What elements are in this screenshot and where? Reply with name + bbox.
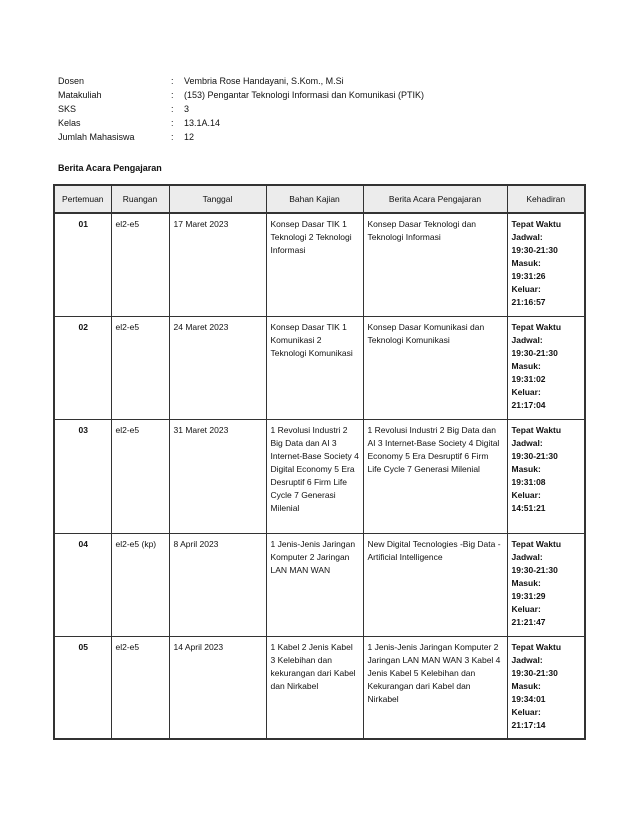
berita-acara-cell: 1 Revolusi Industri 2 Big Data dan AI 3 Internet-Base Society 4 Digital Economy 5 Era Desruptif 6 Firm Life Cycle 7 Generasi Milenial — [363, 419, 507, 533]
header-berita-acara: Berita Acara Pengajaran — [363, 185, 507, 213]
kehadiran-keluar-label: Keluar: — [511, 706, 541, 717]
berita-acara-cell: Konsep Dasar Teknologi dan Teknologi Informasi — [363, 213, 507, 316]
pertemuan-cell: 05 — [54, 636, 111, 739]
info-colon: : — [171, 76, 174, 86]
kehadiran-keluar: 21:17:14 — [511, 719, 546, 730]
kehadiran-jadwal-label: Jadwal: — [511, 334, 543, 345]
tanggal-cell: 14 April 2023 — [169, 636, 266, 739]
info-row-kelas — [58, 116, 424, 130]
info-colon: : — [171, 132, 174, 142]
kehadiran-jadwal-label: Jadwal: — [511, 654, 543, 665]
berita-acara-cell: New Digital Tecnologies -Big Data -Artificial Intelligence — [363, 533, 507, 636]
info-colon: : — [171, 90, 174, 100]
kehadiran-masuk-label: Masuk: — [511, 258, 541, 268]
bahan-kajian-cell: 1 Jenis-Jenis Jaringan Komputer 2 Jaringan LAN MAN WAN — [266, 533, 363, 636]
kehadiran-keluar: 21:17:04 — [511, 399, 546, 410]
info-colon: : — [171, 104, 174, 114]
table-row — [54, 316, 585, 419]
kehadiran-jadwal-label: Jadwal: — [511, 232, 543, 242]
bahan-kajian-cell: Konsep Dasar TIK 1 Teknologi 2 Teknologi Informasi — [266, 213, 363, 316]
kehadiran-status: Tepat Waktu — [511, 641, 562, 652]
berita-acara-table — [53, 184, 586, 740]
header-pertemuan: Pertemuan — [54, 185, 111, 213]
info-label: SKS — [58, 104, 77, 114]
table-row — [54, 636, 585, 739]
kehadiran-masuk-label: Masuk: — [511, 360, 541, 371]
info-row-dosen — [58, 74, 424, 88]
kehadiran-cell — [507, 316, 585, 419]
info-value: 13.1A.14 — [184, 118, 221, 128]
kehadiran-status: Tepat Waktu — [511, 424, 562, 435]
kehadiran-cell — [507, 533, 585, 636]
berita-acara-cell: Konsep Dasar Komunikasi dan Teknologi Komunikasi — [363, 316, 507, 419]
header-tanggal: Tanggal — [169, 185, 266, 213]
info-value: 3 — [184, 104, 190, 114]
table-header-row — [54, 185, 585, 213]
ruangan-cell: el2-e5 — [111, 419, 169, 533]
tanggal-cell: 24 Maret 2023 — [169, 316, 266, 419]
pertemuan-cell: 03 — [54, 419, 111, 533]
kehadiran-keluar-label: Keluar: — [511, 489, 541, 500]
kehadiran-keluar-label: Keluar: — [511, 603, 541, 614]
table-row — [54, 213, 585, 316]
kehadiran-keluar-label: Keluar: — [511, 284, 541, 294]
kehadiran-masuk: 19:31:26 — [511, 271, 546, 281]
pertemuan-cell: 02 — [54, 316, 111, 419]
info-label: Dosen — [58, 76, 85, 86]
info-label: Kelas — [58, 118, 81, 128]
info-label: Matakuliah — [58, 90, 102, 100]
kehadiran-jadwal: 19:30-21:30 — [511, 347, 558, 358]
info-value: 12 — [184, 132, 195, 142]
ruangan-cell: el2-e5 — [111, 316, 169, 419]
bahan-kajian-cell: Konsep Dasar TIK 1 Komunikasi 2 Teknologi Komunikasi — [266, 316, 363, 419]
header-kehadiran: Kehadiran — [507, 185, 585, 213]
kehadiran-cell — [507, 419, 585, 533]
kehadiran-keluar-label: Keluar: — [511, 386, 541, 397]
info-row-jumlah-mahasiswa — [58, 130, 424, 144]
pertemuan-cell: 04 — [54, 533, 111, 636]
kehadiran-jadwal: 19:30-21:30 — [511, 667, 558, 678]
bahan-kajian-cell: 1 Revolusi Industri 2 Big Data dan AI 3 Internet-Base Society 4 Digital Economy 5 Era Desruptif 6 Firm Life Cycle 7 Generasi Milenial — [266, 419, 363, 533]
kehadiran-keluar: 21:16:57 — [511, 297, 546, 307]
info-row-sks — [58, 102, 424, 116]
ruangan-cell: el2-e5 — [111, 636, 169, 739]
kehadiran-masuk-label: Masuk: — [511, 463, 541, 474]
kehadiran-masuk-label: Masuk: — [511, 577, 541, 588]
kehadiran-keluar: 14:51:21 — [511, 502, 546, 513]
info-value: (153) Pengantar Teknologi Informasi dan Komunikasi (PTIK) — [184, 90, 424, 100]
pertemuan-cell: 01 — [54, 213, 111, 316]
info-colon: : — [171, 118, 174, 128]
ruangan-cell: el2-e5 (kp) — [111, 533, 169, 636]
kehadiran-masuk: 19:31:02 — [511, 373, 546, 384]
kehadiran-status: Tepat Waktu — [511, 538, 562, 549]
kehadiran-cell — [507, 213, 585, 316]
kehadiran-masuk: 19:31:29 — [511, 590, 546, 601]
ruangan-cell: el2-e5 — [111, 213, 169, 316]
kehadiran-status: Tepat Waktu — [511, 321, 562, 332]
course-info — [58, 74, 424, 144]
kehadiran-masuk-label: Masuk: — [511, 680, 541, 691]
kehadiran-jadwal-label: Jadwal: — [511, 551, 543, 562]
kehadiran-masuk: 19:34:01 — [511, 693, 546, 704]
info-label: Jumlah Mahasiswa — [58, 132, 135, 142]
kehadiran-jadwal: 19:30-21:30 — [511, 564, 558, 575]
table-row — [54, 419, 585, 533]
tanggal-cell: 17 Maret 2023 — [169, 213, 266, 316]
kehadiran-cell — [507, 636, 585, 739]
berita-acara-cell: 1 Jenis-Jenis Jaringan Komputer 2 Jaringan LAN MAN WAN 3 Kabel 4 Jenis Kabel 5 Kelebihan dan Kekurangan dari Kabel dan Nirkabel — [363, 636, 507, 739]
kehadiran-jadwal: 19:30-21:30 — [511, 450, 558, 461]
bahan-kajian-cell: 1 Kabel 2 Jenis Kabel 3 Kelebihan dan kekurangan dari Kabel dan Nirkabel — [266, 636, 363, 739]
kehadiran-keluar: 21:21:47 — [511, 616, 546, 627]
table-row — [54, 533, 585, 636]
kehadiran-jadwal: 19:30-21:30 — [511, 245, 558, 255]
tanggal-cell: 8 April 2023 — [169, 533, 266, 636]
header-bahan-kajian: Bahan Kajian — [266, 185, 363, 213]
info-value: Vembria Rose Handayani, S.Kom., M.Si — [184, 76, 344, 86]
kehadiran-status: Tepat Waktu — [511, 219, 562, 229]
tanggal-cell: 31 Maret 2023 — [169, 419, 266, 533]
kehadiran-masuk: 19:31:08 — [511, 476, 546, 487]
info-row-matakuliah — [58, 88, 424, 102]
header-ruangan: Ruangan — [111, 185, 169, 213]
kehadiran-jadwal-label: Jadwal: — [511, 437, 543, 448]
section-title: Berita Acara Pengajaran — [58, 163, 162, 173]
